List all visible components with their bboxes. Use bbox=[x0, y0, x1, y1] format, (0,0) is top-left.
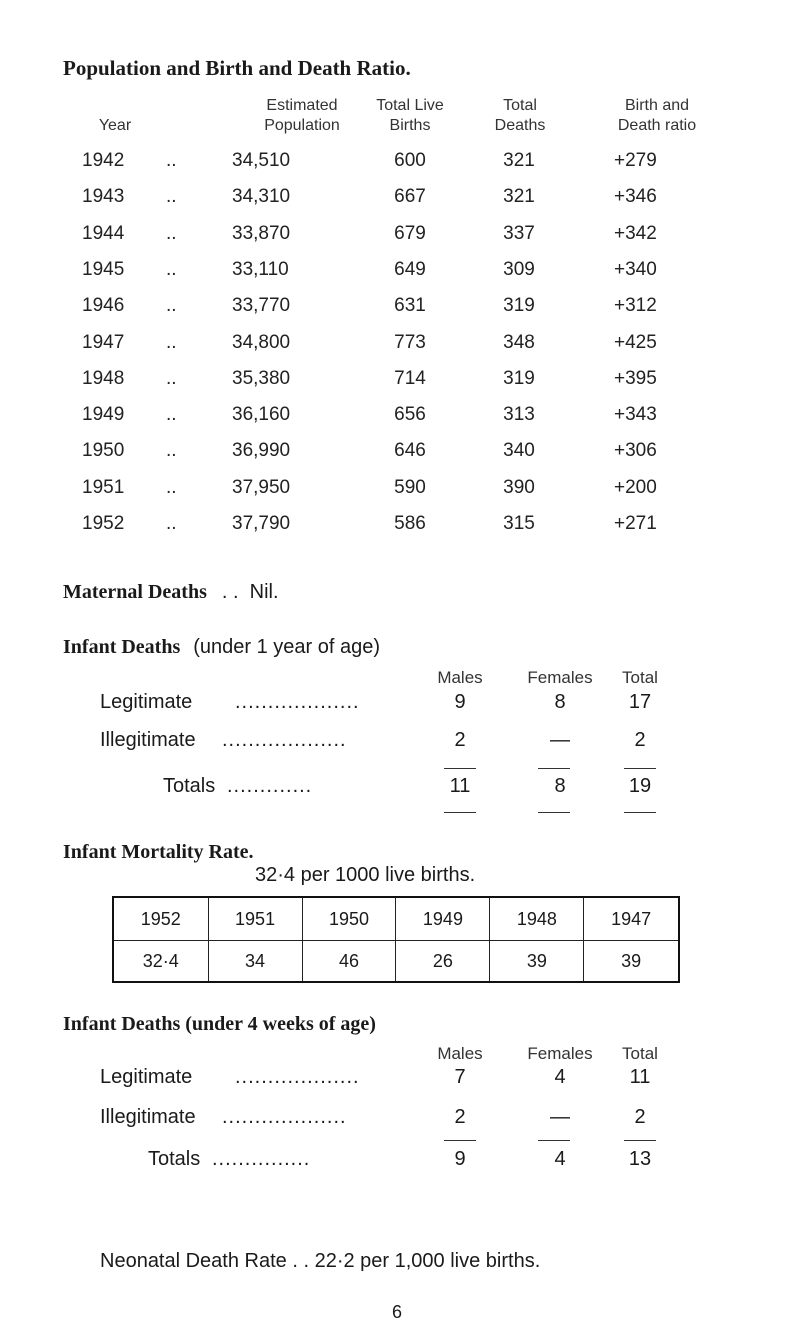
mortality-rate: 46 bbox=[302, 941, 396, 983]
row-ratio: +343 bbox=[614, 404, 657, 425]
row-dots: ................... bbox=[222, 729, 347, 751]
row-deaths: 337 bbox=[503, 223, 535, 244]
row-value: 9 bbox=[454, 691, 466, 713]
infant-deaths-label: Infant Deaths bbox=[63, 636, 181, 658]
page-number: 6 bbox=[392, 1302, 403, 1322]
row-dots: .. bbox=[166, 440, 177, 461]
mortality-rate: 34 bbox=[208, 941, 302, 983]
row-ratio: +279 bbox=[614, 150, 657, 171]
row-dots: .. bbox=[166, 259, 177, 280]
header-births-line1: Total Live bbox=[376, 97, 444, 114]
row-year: 1946 bbox=[82, 295, 125, 316]
row-label: Legitimate bbox=[100, 691, 193, 713]
mortality-rate: 26 bbox=[396, 941, 490, 983]
row-value: 11 bbox=[629, 1066, 651, 1088]
totals-value: 13 bbox=[628, 1148, 652, 1170]
row-year: 1950 bbox=[82, 440, 125, 461]
row-ratio: +271 bbox=[614, 513, 657, 534]
row-value: 17 bbox=[628, 691, 652, 713]
totals-value: 8 bbox=[554, 775, 566, 797]
row-ratio: +306 bbox=[614, 440, 657, 461]
row-value: 2 bbox=[454, 1106, 466, 1128]
row-ratio: +340 bbox=[614, 259, 657, 280]
row-ratio: +395 bbox=[614, 368, 657, 389]
row-population: 35,380 bbox=[232, 368, 291, 389]
sum-rule bbox=[538, 768, 570, 769]
row-population: 36,990 bbox=[232, 440, 291, 461]
infant-4wk-heading: Infant Deaths (under 4 weeks of age) bbox=[63, 1013, 376, 1035]
header-ratio-line1: Birth and bbox=[624, 97, 690, 114]
totals-dots: ............... bbox=[212, 1148, 311, 1170]
mortality-year: 1949 bbox=[396, 897, 490, 941]
col-header: Males bbox=[437, 1044, 483, 1063]
maternal-deaths bbox=[63, 581, 279, 604]
row-year: 1943 bbox=[82, 186, 125, 207]
row-year: 1949 bbox=[82, 404, 125, 425]
mortality-year: 1952 bbox=[113, 897, 208, 941]
header-births-line2: Births bbox=[389, 117, 431, 134]
row-value: 2 bbox=[634, 729, 646, 751]
infant-deaths-sub: (under 1 year of age) bbox=[193, 636, 381, 658]
row-year: 1945 bbox=[82, 259, 125, 280]
row-deaths: 319 bbox=[503, 368, 535, 389]
row-population: 33,870 bbox=[232, 223, 291, 244]
row-population: 33,110 bbox=[232, 259, 289, 280]
row-births: 631 bbox=[394, 295, 426, 316]
row-population: 33,770 bbox=[232, 295, 291, 316]
row-births: 646 bbox=[394, 440, 426, 461]
sum-rule bbox=[444, 768, 476, 769]
row-births: 649 bbox=[394, 259, 426, 280]
row-value: — bbox=[550, 729, 570, 751]
row-deaths: 321 bbox=[503, 150, 535, 171]
col-header: Females bbox=[527, 1044, 593, 1063]
row-dots: .. bbox=[166, 404, 177, 425]
header-year: Year bbox=[98, 117, 132, 134]
row-dots: .. bbox=[166, 368, 177, 389]
sum-rule bbox=[624, 768, 656, 769]
row-population: 34,800 bbox=[232, 332, 291, 353]
header-population-line2: Population bbox=[264, 117, 340, 134]
row-ratio: +312 bbox=[614, 295, 657, 316]
row-deaths: 309 bbox=[503, 259, 535, 280]
row-value: 2 bbox=[634, 1106, 646, 1128]
col-header: Males bbox=[437, 668, 483, 687]
col-header: Total bbox=[622, 1044, 658, 1063]
row-dots: .. bbox=[166, 513, 177, 534]
row-value: — bbox=[550, 1106, 570, 1128]
row-dots: .. bbox=[166, 332, 177, 353]
row-dots: .. bbox=[166, 186, 177, 207]
sum-rule bbox=[624, 812, 656, 813]
maternal-value: . . Nil. bbox=[221, 581, 279, 603]
row-births: 590 bbox=[394, 477, 426, 498]
row-ratio: +346 bbox=[614, 186, 657, 207]
mortality-rate: 39 bbox=[490, 941, 584, 983]
row-deaths: 319 bbox=[503, 295, 535, 316]
row-year: 1944 bbox=[82, 223, 125, 244]
row-year: 1948 bbox=[82, 368, 125, 389]
row-deaths: 348 bbox=[503, 332, 535, 353]
row-births: 586 bbox=[394, 513, 426, 534]
row-population: 37,790 bbox=[232, 513, 291, 534]
sum-rule bbox=[444, 812, 476, 813]
row-dots: .. bbox=[166, 295, 177, 316]
mortality-table bbox=[112, 896, 680, 983]
row-population: 34,310 bbox=[232, 186, 291, 207]
row-births: 667 bbox=[394, 186, 426, 207]
mortality-year: 1948 bbox=[490, 897, 584, 941]
row-births: 656 bbox=[394, 404, 426, 425]
neonatal-rate: Neonatal Death Rate . . 22·2 per 1,000 live births. bbox=[100, 1250, 541, 1272]
row-dots: .. bbox=[166, 150, 177, 171]
row-deaths: 390 bbox=[503, 477, 535, 498]
row-dots: .. bbox=[166, 223, 177, 244]
row-dots: ................... bbox=[222, 1106, 347, 1128]
totals-value: 11 bbox=[449, 775, 471, 797]
row-deaths: 315 bbox=[503, 513, 535, 534]
row-value: 7 bbox=[454, 1066, 466, 1088]
row-dots: .. bbox=[166, 477, 177, 498]
mortality-rate: 32·4 bbox=[142, 950, 179, 971]
mortality-year: 1947 bbox=[584, 897, 679, 941]
row-population: 36,160 bbox=[232, 404, 291, 425]
col-header: Females bbox=[527, 668, 593, 687]
row-ratio: +425 bbox=[614, 332, 657, 353]
row-value: 8 bbox=[554, 691, 566, 713]
header-deaths-line1: Total bbox=[503, 97, 537, 114]
header-deaths bbox=[460, 96, 580, 136]
sum-rule bbox=[538, 1140, 570, 1141]
row-deaths: 313 bbox=[503, 404, 535, 425]
sum-rule bbox=[624, 1140, 656, 1141]
totals-label: Totals bbox=[163, 775, 216, 797]
mortality-rate: 39 bbox=[584, 941, 679, 983]
mortality-rate-text: 32·4 per 1000 live births. bbox=[255, 864, 476, 886]
totals-value: 19 bbox=[628, 775, 652, 797]
row-label: Legitimate bbox=[100, 1066, 193, 1088]
totals-value: 9 bbox=[454, 1148, 466, 1170]
row-year: 1952 bbox=[82, 513, 125, 534]
row-label: Illegitimate bbox=[100, 729, 196, 751]
sum-rule bbox=[538, 812, 570, 813]
totals-dots: ............. bbox=[227, 775, 313, 797]
header-ratio bbox=[582, 96, 732, 136]
sum-rule bbox=[444, 1140, 476, 1141]
row-dots: ................... bbox=[235, 1066, 360, 1088]
mortality-year: 1951 bbox=[208, 897, 302, 941]
row-population: 37,950 bbox=[232, 477, 291, 498]
totals-value: 4 bbox=[554, 1148, 566, 1170]
row-births: 679 bbox=[394, 223, 426, 244]
row-year: 1942 bbox=[82, 150, 125, 171]
totals-label: Totals bbox=[148, 1148, 201, 1170]
row-dots: ................... bbox=[235, 691, 360, 713]
row-year: 1947 bbox=[82, 332, 125, 353]
row-population: 34,510 bbox=[232, 150, 291, 171]
header-deaths-line2: Deaths bbox=[494, 117, 546, 134]
row-year: 1951 bbox=[82, 477, 125, 498]
mortality-heading: Infant Mortality Rate. bbox=[63, 841, 254, 863]
infant-deaths-heading bbox=[63, 636, 380, 659]
row-births: 714 bbox=[394, 368, 426, 389]
row-label: Illegitimate bbox=[100, 1106, 196, 1128]
mortality-year: 1950 bbox=[302, 897, 396, 941]
page-title: Population and Birth and Death Ratio. bbox=[63, 56, 411, 80]
maternal-label: Maternal Deaths bbox=[63, 581, 207, 603]
row-deaths: 340 bbox=[503, 440, 535, 461]
row-ratio: +342 bbox=[614, 223, 657, 244]
row-value: 4 bbox=[554, 1066, 566, 1088]
row-births: 600 bbox=[394, 150, 426, 171]
header-ratio-line2: Death ratio bbox=[617, 117, 697, 134]
row-ratio: +200 bbox=[614, 477, 657, 498]
row-births: 773 bbox=[394, 332, 426, 353]
header-population-line1: Estimated bbox=[266, 97, 338, 114]
row-value: 2 bbox=[454, 729, 466, 751]
row-deaths: 321 bbox=[503, 186, 535, 207]
col-header: Total bbox=[622, 668, 658, 687]
